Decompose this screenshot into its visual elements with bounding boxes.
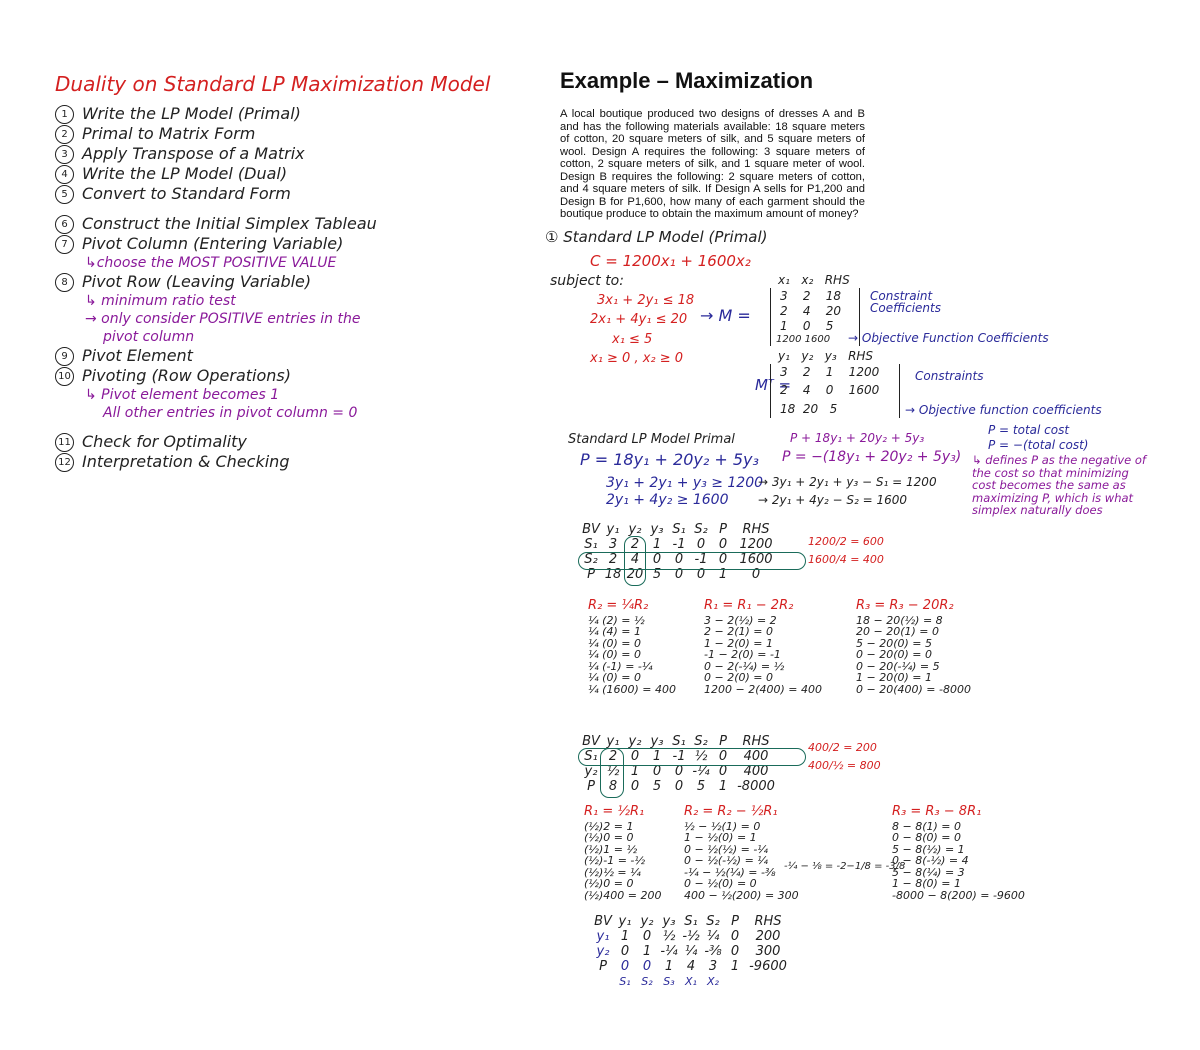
dual-c2: 2y₁ + 4y₂ ≥ 1600 xyxy=(606,492,729,508)
matrix-m-row-3: 1 0 5 xyxy=(780,319,834,333)
std-p2: P = −(18y₁ + 20y₂ + 5y₃) xyxy=(782,449,962,465)
note-objective-coefficients-2: → Objective function coefficients xyxy=(905,403,1102,417)
std-c1: → 3y₁ + 2y₁ + y₃ − S₁ = 1200 xyxy=(758,475,937,489)
matrix-m-row-1: 3 2 18 xyxy=(780,289,842,303)
step-11: 11 Check for Optimality xyxy=(55,432,535,452)
note-constraint-coefficients: Constraint Coefficients xyxy=(870,289,941,315)
steps-panel xyxy=(55,72,535,472)
tableau-3-row-3: P 0 0 1 4 3 1 -9600 xyxy=(599,959,787,974)
matrix-m-label: → M = xyxy=(700,306,751,325)
step-4: 4 Write the LP Model (Dual) xyxy=(55,164,535,184)
tableau-3-header: BV y₁ y₂ y₃ S₁ S₂ P RHS xyxy=(594,914,782,929)
primal-c2: 2x₁ + 4y₁ ≤ 20 xyxy=(590,312,688,327)
step-3: 3 Apply Transpose of a Matrix xyxy=(55,144,535,164)
step-6: 6 Construct the Initial Simplex Tableau xyxy=(55,214,535,234)
step-2: 2 Primal to Matrix Form xyxy=(55,124,535,144)
matrix-m-row-4: 1200 1600 xyxy=(776,334,831,345)
step-12: 12 Interpretation & Checking xyxy=(55,452,535,472)
step-1: 1 Write the LP Model (Primal) xyxy=(55,104,535,124)
step-8: 8 Pivot Row (Leaving Variable) xyxy=(55,272,535,292)
step-7: 7 Pivot Column (Entering Variable) xyxy=(55,234,535,254)
ratio-1-2: 1600/4 = 400 xyxy=(808,553,884,566)
std-p1: P + 18y₁ + 20y₂ + 5y₃ xyxy=(790,431,925,445)
primal-c1: 3x₁ + 2y₁ ≤ 18 xyxy=(597,293,695,308)
step-9: 9 Pivot Element xyxy=(55,346,535,366)
matrix-mt-row-2: 2 4 0 1600 xyxy=(780,383,880,397)
ratio-2-1: 400/2 = 200 xyxy=(808,741,877,754)
primal-c4: x₁ ≥ 0 , x₂ ≥ 0 xyxy=(590,351,684,366)
dual-heading: Standard LP Model Primal xyxy=(568,432,735,447)
ops2-r2-side: -¼ − ⅛ = -2−1/8 = -3/8 xyxy=(784,861,906,872)
note-constraints: Constraints xyxy=(915,369,984,383)
note-neg-total-cost: P = −(total cost) xyxy=(988,438,1089,452)
example-text: A local boutique produced two designs of dresses A and B and has the following materials available: 18 square meters of cotton, 20 square meters of silk, and 5 square meters of wool. Design A requires the following: 3 square meters of cotton, 2 square meters of silk, and 1 square meter of wool. Design B requires the following: 2 square meters of cotton, and 4 square meters of silk. If Design A sells for P1,200 and Design B for P1,600, how many of each garment should the boutique produce to obtain the maximum amount of money? xyxy=(560,108,865,220)
tableau-3-row-2: y₂ 0 1 -¼ ¼ -⅜ 0 300 xyxy=(596,944,781,959)
matrix-m-row-2: 2 4 20 xyxy=(780,304,842,318)
step-7-note: ↳choose the MOST POSITIVE VALUE xyxy=(85,255,337,271)
ratio-1-1: 1200/2 = 600 xyxy=(808,535,884,548)
tableau-2-row-1: S₁ 2 0 1 -1 ½ 0 400 xyxy=(584,749,769,764)
note-total-cost: P = total cost xyxy=(988,423,1070,437)
matrix-mt-row-3: 18 20 5 xyxy=(780,402,838,416)
tableau-2-row-2: y₂ ½ 1 0 0 -¼ 0 400 xyxy=(584,764,769,779)
step-10: 10 Pivoting (Row Operations) xyxy=(55,366,535,386)
matrix-m-header: x₁ x₂ RHS xyxy=(778,273,850,287)
step-5: 5 Convert to Standard Form xyxy=(55,184,535,204)
note-explanation: ↳ defines P as the negative of the cost so that minimizing cost becomes the same as maximizing P, which is what simplex naturally does xyxy=(972,453,1146,517)
pivot-row-highlight-2 xyxy=(578,748,806,766)
ops1-r2: R₂ = ¼R₂ ¼ (2) = ½ ¼ (4) = 1 ¼ (0) = 0 ¼ (0) = 0 ¼ (-1) = -¼ ¼ (0) = 0 ¼ (1600) = 400 xyxy=(588,598,676,696)
step-8-note-b: → only consider POSITIVE entries in the xyxy=(85,311,361,327)
subject-to: subject to: xyxy=(550,273,624,289)
example-block xyxy=(560,68,865,221)
ops1-r3: R₃ = R₃ − 20R₂ 18 − 20(½) = 8 20 − 20(1) = 0 5 − 20(0) = 5 0 − 20(0) = 0 0 − 20(-¼) = 5 1 − 20(0) = 1 0 − 20(400) = -8000 xyxy=(856,598,971,696)
std-c2: → 2y₁ + 4y₂ − S₂ = 1600 xyxy=(758,493,907,507)
tableau-3-footer: S₁ S₂ S₃ X₁ X₂ xyxy=(619,975,719,988)
ops2-r1: R₁ = ½R₁ (½)2 = 1 (½)0 = 0 (½)1 = ½ (½)-1 = -½ (½)½ = ¼ (½)0 = 0 (½)400 = 200 xyxy=(584,804,662,902)
tableau-2-header: BV y₁ y₂ y₃ S₁ S₂ P RHS xyxy=(582,734,770,749)
matrix-mt-label: Mᵀ = xyxy=(755,376,792,394)
tableau-1-row-1: S₁ 3 2 1 -1 0 0 1200 xyxy=(584,537,773,552)
step-10-note-a: ↳ Pivot element becomes 1 xyxy=(85,387,280,403)
dual-c1: 3y₁ + 2y₁ + y₃ ≥ 1200 xyxy=(606,475,764,491)
tableau-1-row-3: P 18 20 5 0 0 1 0 xyxy=(587,567,761,582)
ops2-r2: R₂ = R₂ − ½R₁ ½ − ½(1) = 0 1 − ½(0) = 1 0 − ½(½) = -¼ 0 − ½(-½) = ¼ -¼ − ½(¼) = -⅜ 0 − ½(0) = 0 400 − ½(200) = 300 xyxy=(684,804,799,902)
tableau-1-header: BV y₁ y₂ y₃ S₁ S₂ P RHS xyxy=(582,522,770,537)
step-8-note-c: pivot column xyxy=(103,329,195,345)
step-8-note-a: ↳ minimum ratio test xyxy=(85,293,236,309)
primal-objective: C = 1200x₁ + 1600x₂ xyxy=(590,252,751,270)
tableau-2-row-3: P 8 0 5 0 5 1 -8000 xyxy=(587,779,775,794)
ratio-2-2: 400/½ = 800 xyxy=(808,759,881,772)
matrix-mt-row-1: 3 2 1 1200 xyxy=(780,365,880,379)
example-title: Example – Maximization xyxy=(560,68,814,93)
step-10-note-b: All other entries in pivot column = 0 xyxy=(103,405,358,421)
matrix-mt-header: y₁ y₂ y₃ RHS xyxy=(778,349,874,363)
ops2-r3: R₃ = R₃ − 8R₁ 8 − 8(1) = 0 0 − 8(0) = 0 5 − 8(½) = 1 0 − 8(-½) = 4 5 − 8(¼) = 3 1 − 8(0) = 1 -8000 − 8(200) = -9600 xyxy=(892,804,1025,902)
primal-c3: x₁ ≤ 5 xyxy=(612,332,653,347)
tableau-3 xyxy=(592,914,790,989)
dual-objective: P = 18y₁ + 20y₂ + 5y₃ xyxy=(580,450,759,469)
ops1-r1: R₁ = R₁ − 2R₂ 3 − 2(½) = 2 2 − 2(1) = 0 1 − 2(0) = 1 -1 − 2(0) = -1 0 − 2(-¼) = ½ 0 − 2(0) = 0 1200 − 2(400) = 400 xyxy=(704,598,822,696)
tableau-1-row-2: S₂ 2 4 0 0 -1 0 1600 xyxy=(584,552,773,567)
note-objective-coefficients: → Objective Function Coefficients xyxy=(848,331,1049,345)
primal-heading: ① Standard LP Model (Primal) xyxy=(545,228,768,246)
page-title: Duality on Standard LP Maximization Model xyxy=(55,72,491,96)
pivot-row-highlight-1 xyxy=(578,552,806,570)
tableau-3-row-1: y₁ 1 0 ½ -½ ¼ 0 200 xyxy=(596,929,781,944)
